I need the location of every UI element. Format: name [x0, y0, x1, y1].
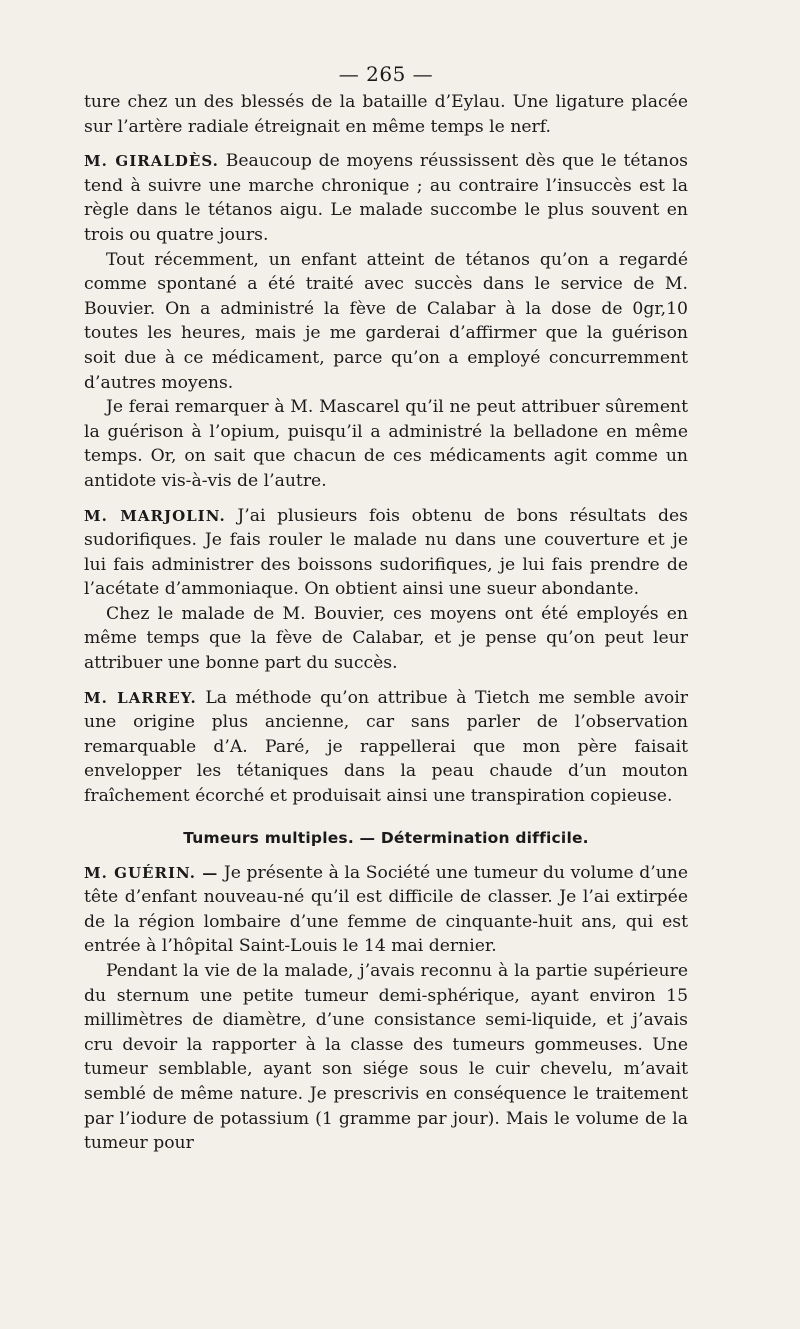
page-number: — 265 —	[338, 62, 434, 86]
speaker-name: M. GIRALDÈS.	[84, 152, 219, 171]
speaker-name: M. MARJOLIN.	[84, 506, 226, 525]
paragraph-text: Tout récemment, un enfant atteint de tétanos qu’on a regardé comme spontané a été traité avec succès dans le service de M. Bouvier. On a administré la fève de Calabar à la dose de 0gr,10 toutes les heures, mais je me garderai d’affirmer que la guérison soit due à ce médicament, parce qu’on a employé concurremment d’autres moyens.	[84, 249, 688, 393]
text-block-bottom	[84, 861, 688, 1156]
paragraph-text: Beaucoup de moyens réussissent dès que le tétanos tend à suivre une marche chronique ; au contraire l’insuccès est la règle dans le tétanos aigu. Le malade succombe le plus souvent en trois ou quatre jours.	[84, 151, 688, 245]
paragraph	[84, 248, 688, 396]
paragraph	[84, 602, 688, 676]
paragraph-text: La méthode qu’on attribue à Tietch me semble avoir une origine plus ancienne, car sans parler de l’observation remarquable d’A. Paré, je rappellerai que mon père faisait envelopper les tétaniques dans la peau chaude d’un mouton fraîchement écorché et produisait ainsi une transpiration copieuse.	[84, 687, 688, 807]
paragraph	[84, 90, 688, 139]
paragraph	[84, 861, 688, 959]
paragraph	[84, 149, 688, 247]
text-block-top	[84, 90, 688, 809]
paragraph	[84, 395, 688, 493]
speaker-name: M. GUÉRIN. —	[84, 863, 219, 882]
section-heading: Tumeurs multiples. — Détermination difficile.	[183, 828, 589, 847]
paragraph	[84, 504, 688, 602]
paragraph-text: J’ai plusieurs fois obtenu de bons résultats des sudorifiques. Je fais rouler le malade nu dans une couverture et je lui fais administrer des boissons sudorifiques, je lui fais prendre de l’acétate d’ammoniaque. On obtient ainsi une sueur abondante.	[84, 505, 688, 600]
paragraph-text: Chez le malade de M. Bouvier, ces moyens ont été employés en même temps que la fève de Calabar, et je pense qu’on peut leur attribuer une bonne part du succès.	[84, 603, 688, 674]
speaker-name: M. LARREY.	[84, 688, 197, 707]
paragraph-text: Pendant la vie de la malade, j’avais reconnu à la partie supérieure du sternum une petite tumeur demi-sphérique, ayant environ 15 millimètres de diamètre, d’une consistance semi-liquide, et j’avais cru devoir la rapporter à la classe des tumeurs gommeuses. Une tumeur semblable, ayant son siége sous le cuir chevelu, m’avait semblé de même nature. Je prescrivis en conséquence le traitement par l’iodure de potassium (1 gramme par jour). Mais le volume de la tumeur pour	[84, 961, 688, 1154]
paragraph-text: ture chez un des blessés de la bataille d’Eylau. Une ligature placée sur l’artère radiale étreignait en même temps le nerf.	[84, 92, 688, 137]
paragraph	[84, 686, 688, 809]
paragraph	[84, 959, 688, 1156]
paragraph-text: Je présente à la Société une tumeur du volume d’une tête d’enfant nouveau-né qu’il est difficile de classer. Je l’ai extirpée de la région lombaire d’une femme de cinquante-huit ans, qui est entrée à l’hôpital Saint-Louis le 14 mai dernier.	[84, 862, 689, 957]
paragraph-text: Je ferai remarquer à M. Mascarel qu’il ne peut attribuer sûrement la guérison à l’opium, puisqu’il a administré la belladone en même temps. Or, on sait que chacun de ces médicaments agit comme un antidote vis-à-vis de l’autre.	[84, 397, 688, 491]
